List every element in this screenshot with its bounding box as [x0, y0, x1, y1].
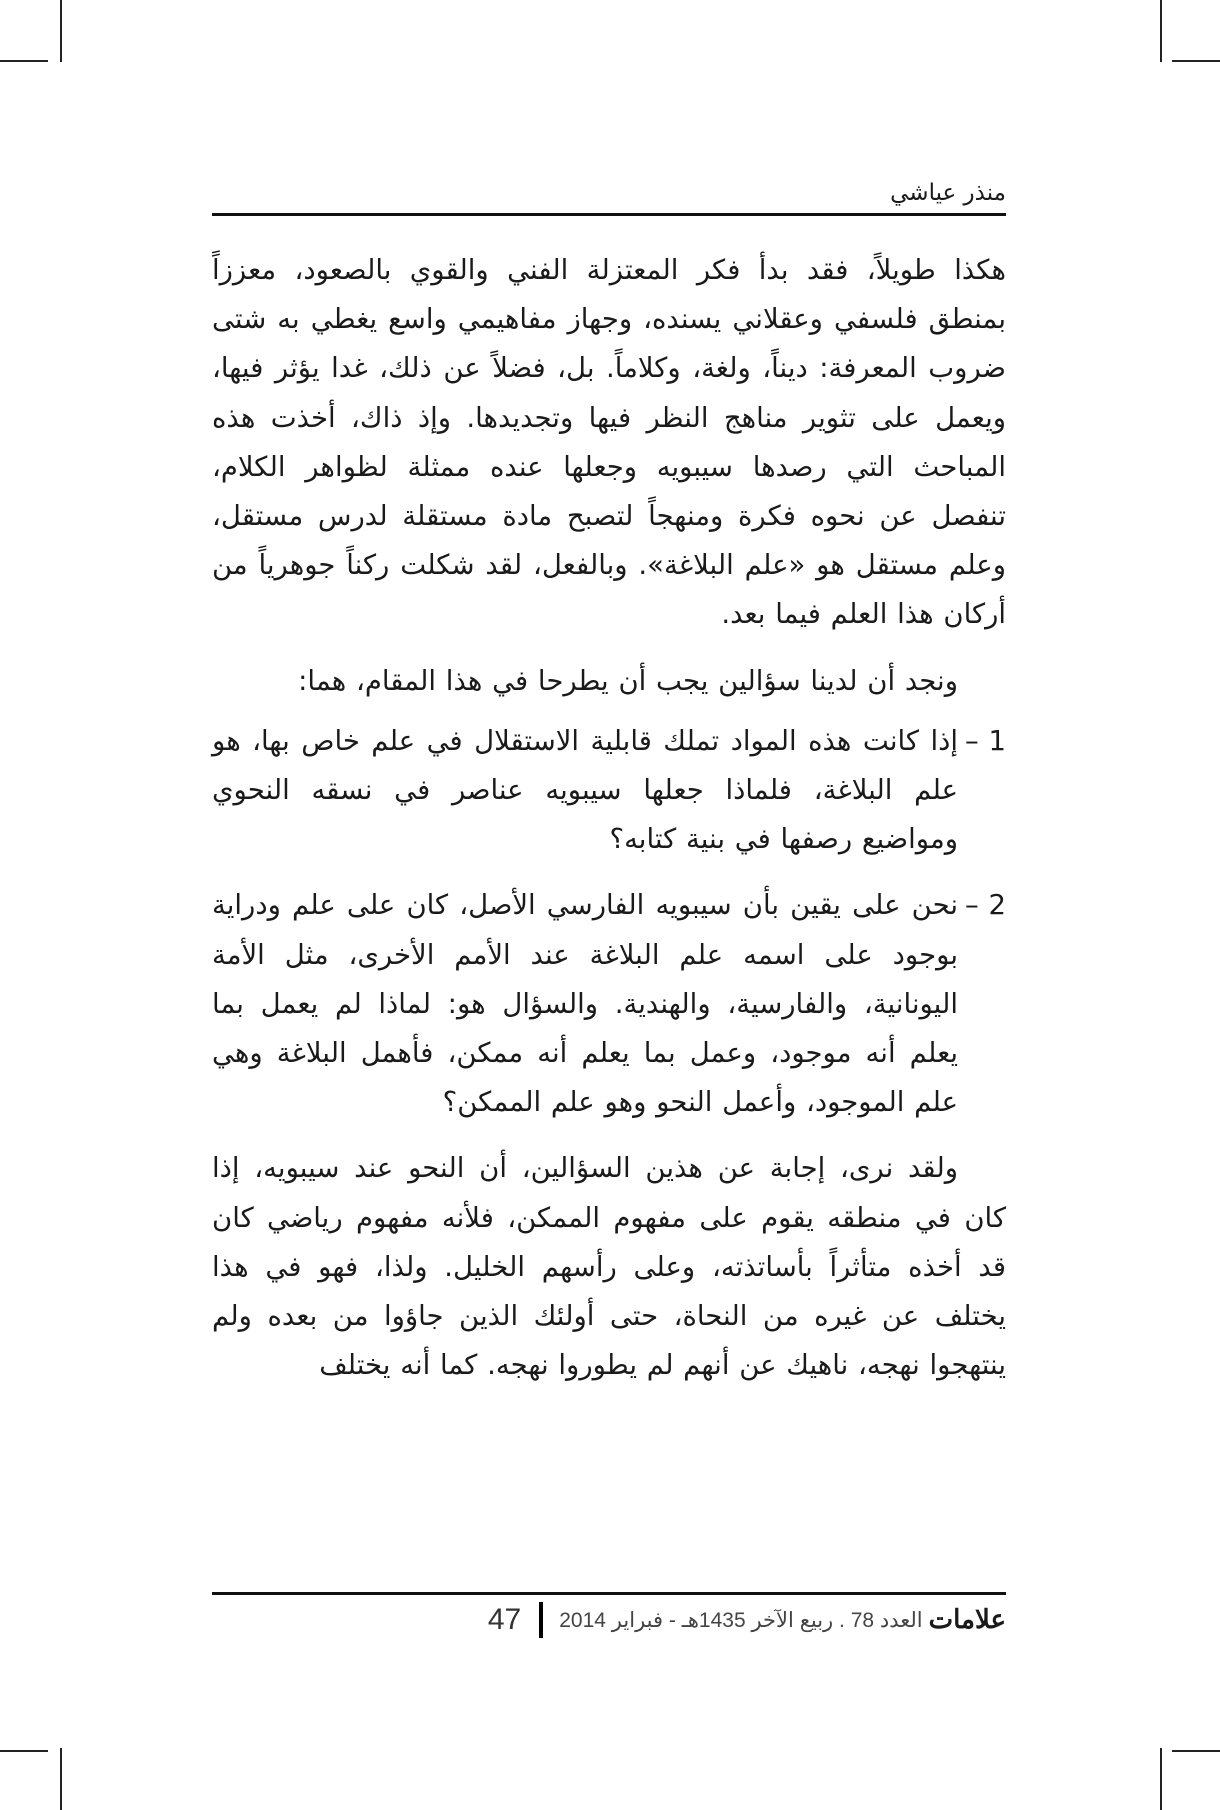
question-number: 2 –	[965, 889, 1006, 922]
footer-rule	[212, 1592, 1006, 1595]
crop-mark	[1172, 60, 1220, 62]
paragraph: ونجد أن لدينا سؤالين يجب أن يطرحا في هذا المقام، هما:	[298, 664, 958, 697]
numbered-question	[212, 881, 1006, 1127]
paragraph: ولقد نرى، إجابة عن هذين السؤالين، أن النحو عند سيبويه، إذا كان في منطقه يقوم على مفهوم الممكن، فلأنه مفهوم رياضي كان قد أخذه متأثراً بأساتذته، وعلى رأسهم الخليل. ولذا، فهو في هذا يختلف عن غيره من النحاة، حتى أولئك الذين جاؤوا من بعده ولم ينتهجوا نهجه، ناهيك عن أنهم لم يطوروا نهجه. كما أنه يختلف	[212, 1152, 1006, 1382]
numbered-question	[212, 717, 1006, 865]
running-header-author: منذر عياشي	[890, 180, 1006, 206]
issue-info: العدد 78 . ربيع الآخر 1435هـ - فبراير 2014	[559, 1608, 923, 1632]
crop-mark	[60, 0, 62, 62]
crop-mark	[0, 1750, 48, 1752]
question-text: إذا كانت هذه المواد تملك قابلية الاستقلال في علم خاص بها، هو علم البلاغة، فلماذا جعلها سيبويه عناصر في نسقه النحوي ومواضيع رصفها في بنية كتابه؟	[212, 724, 958, 856]
question-text: نحن على يقين بأن سيبويه الفارسي الأصل، كان على علم ودراية بوجود على اسمه علم البلاغة عند الأمم الأخرى، مثل الأمة اليونانية، والفارسية، والهندية. والسؤال هو: لماذا لم يعمل بما يعلم أنه موجود، وعمل بما يعلم أنه ممكن، فأهمل البلاغة وهي علم الموجود، وأعمل النحو وهو علم الممكن؟	[212, 889, 958, 1119]
crop-mark	[1172, 1750, 1220, 1752]
page-number: 47	[487, 1603, 522, 1636]
crop-mark	[1160, 1748, 1162, 1810]
crop-mark	[1160, 0, 1162, 62]
header-rule	[212, 213, 1006, 216]
footer-divider	[539, 1602, 543, 1638]
question-number: 1 –	[965, 724, 1006, 757]
article-body	[212, 246, 1006, 1390]
crop-mark	[60, 1748, 62, 1810]
crop-mark	[0, 60, 48, 62]
page-footer	[212, 1598, 1006, 1642]
paragraph: هكذا طويلاً، فقد بدأ فكر المعتزلة الفني والقوي بالصعود، معززاً بمنطق فلسفي وعقلاني يسنده، وجهاز مفاهيمي واسع يغطي به شتى ضروب المعرفة: ديناً، ولغة، وكلاماً. بل، فضلاً عن ذلك، غدا يؤثر فيها، ويعمل على تثوير مناهج النظر فيها وتجديدها. وإذ ذاك، أخذت هذه المباحث التي رصدها سيبويه وجعلها عنده ممثلة لظواهر الكلام، تنفصل عن نحوه فكرة ومنهجاً لتصبح مادة مستقلة لدرس مستقل، وعلم مستقل هو «علم البلاغة». وبالفعل، لقد شكلت ركناً جوهرياً من أركان هذا العلم فيما بعد.	[212, 254, 1006, 631]
journal-logo: علامات	[928, 1605, 1006, 1635]
